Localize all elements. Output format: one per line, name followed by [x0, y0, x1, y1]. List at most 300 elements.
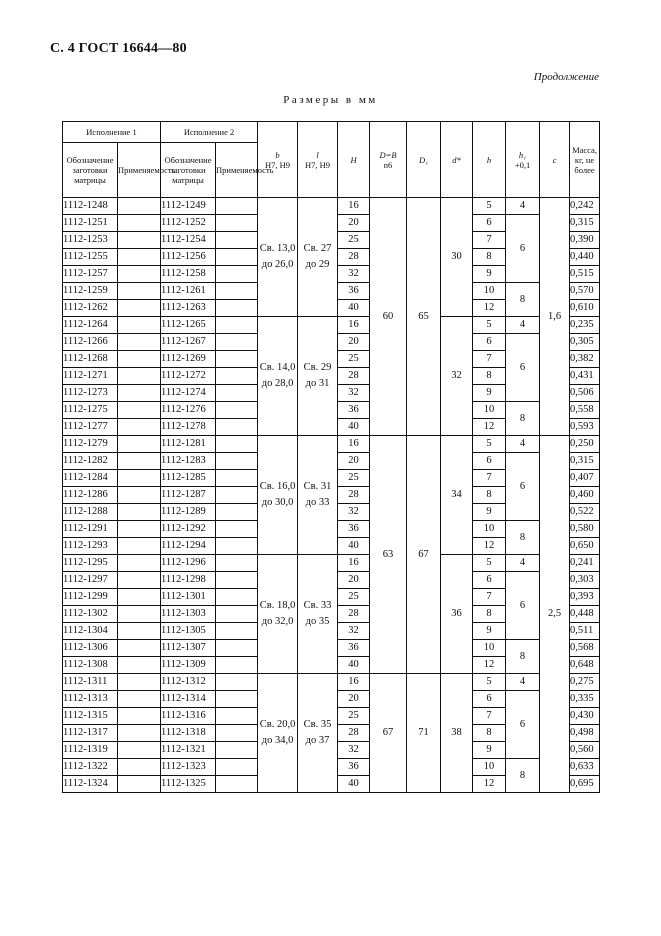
h1-value: 6 — [506, 572, 540, 640]
h-value: 7 — [473, 589, 506, 606]
mass-value: 0,506 — [570, 385, 600, 402]
b-range: Св. 18,0 до 32,0 — [258, 555, 298, 674]
mass-value: 0,431 — [570, 368, 600, 385]
H-value: 20 — [338, 691, 370, 708]
code-ispolnenie-2: 1112-1294 — [161, 538, 216, 555]
H-value: 16 — [338, 317, 370, 334]
h1-value: 6 — [506, 453, 540, 521]
table-title: Размеры в мм — [283, 94, 378, 106]
primenyaemost-2 — [216, 606, 258, 623]
primenyaemost-2 — [216, 572, 258, 589]
mass-value: 0,610 — [570, 300, 600, 317]
h-value: 8 — [473, 606, 506, 623]
code-ispolnenie-2: 1112-1292 — [161, 521, 216, 538]
code-ispolnenie-1: 1112-1308 — [63, 657, 118, 674]
code-ispolnenie-1: 1112-1306 — [63, 640, 118, 657]
mass-value: 0,560 — [570, 742, 600, 759]
l-range: Св. 29 до 31 — [298, 317, 338, 436]
h1-value: 4 — [506, 555, 540, 572]
code-ispolnenie-2: 1112-1269 — [161, 351, 216, 368]
H-value: 25 — [338, 232, 370, 249]
primenyaemost-1 — [118, 538, 161, 555]
primenyaemost-2 — [216, 521, 258, 538]
h-value: 8 — [473, 487, 506, 504]
code-ispolnenie-2: 1112-1258 — [161, 266, 216, 283]
h-value: 5 — [473, 674, 506, 691]
D1-value: 67 — [407, 436, 441, 674]
h-value: 6 — [473, 453, 506, 470]
primenyaemost-1 — [118, 521, 161, 538]
mass-value: 0,305 — [570, 334, 600, 351]
code-ispolnenie-1: 1112-1319 — [63, 742, 118, 759]
dimensions-table — [62, 121, 600, 793]
mass-value: 0,515 — [570, 266, 600, 283]
code-ispolnenie-2: 1112-1274 — [161, 385, 216, 402]
H-value: 28 — [338, 487, 370, 504]
H-value: 16 — [338, 674, 370, 691]
code-ispolnenie-2: 1112-1289 — [161, 504, 216, 521]
code-ispolnenie-1: 1112-1313 — [63, 691, 118, 708]
h-value: 12 — [473, 657, 506, 674]
H-value: 20 — [338, 334, 370, 351]
code-ispolnenie-1: 1112-1324 — [63, 776, 118, 793]
code-ispolnenie-1: 1112-1311 — [63, 674, 118, 691]
mass-value: 0,275 — [570, 674, 600, 691]
primenyaemost-1 — [118, 640, 161, 657]
header-b-tolerance: Н7, Н9 — [265, 159, 291, 170]
code-ispolnenie-2: 1112-1321 — [161, 742, 216, 759]
primenyaemost-1 — [118, 606, 161, 623]
h-value: 6 — [473, 215, 506, 232]
continuation-label: Продолжение — [533, 71, 599, 83]
primenyaemost-2 — [216, 691, 258, 708]
primenyaemost-2 — [216, 742, 258, 759]
d-value: 34 — [441, 436, 473, 555]
code-ispolnenie-2: 1112-1256 — [161, 249, 216, 266]
code-ispolnenie-1: 1112-1304 — [63, 623, 118, 640]
h1-value: 8 — [506, 521, 540, 555]
mass-value: 0,568 — [570, 640, 600, 657]
D-value: 63 — [370, 436, 407, 674]
primenyaemost-2 — [216, 555, 258, 572]
mass-value: 0,650 — [570, 538, 600, 555]
code-ispolnenie-1: 1112-1275 — [63, 402, 118, 419]
H-value: 28 — [338, 249, 370, 266]
primenyaemost-2 — [216, 215, 258, 232]
mass-value: 0,695 — [570, 776, 600, 793]
mass-value: 0,335 — [570, 691, 600, 708]
code-ispolnenie-2: 1112-1325 — [161, 776, 216, 793]
header-mass: Масса, кг, не более — [570, 122, 600, 198]
code-ispolnenie-1: 1112-1284 — [63, 470, 118, 487]
primenyaemost-1 — [118, 776, 161, 793]
code-ispolnenie-1: 1112-1257 — [63, 266, 118, 283]
primenyaemost-1 — [118, 589, 161, 606]
code-ispolnenie-2: 1112-1252 — [161, 215, 216, 232]
primenyaemost-1 — [118, 249, 161, 266]
H-value: 28 — [338, 606, 370, 623]
header-d: d* — [441, 122, 473, 198]
code-ispolnenie-1: 1112-1315 — [63, 708, 118, 725]
primenyaemost-2 — [216, 674, 258, 691]
header-ispolnenie-1: Исполнение 1 — [63, 122, 161, 143]
header-oboznachenie-2: Обозначение заготовки матрицы — [161, 143, 216, 198]
code-ispolnenie-2: 1112-1312 — [161, 674, 216, 691]
code-ispolnenie-1: 1112-1317 — [63, 725, 118, 742]
mass-value: 0,511 — [570, 623, 600, 640]
table-row — [63, 674, 600, 691]
primenyaemost-1 — [118, 385, 161, 402]
primenyaemost-2 — [216, 198, 258, 215]
code-ispolnenie-2: 1112-1287 — [161, 487, 216, 504]
code-ispolnenie-1: 1112-1266 — [63, 334, 118, 351]
header-primenyaemost-2: Применяемость — [216, 143, 258, 198]
mass-value: 0,633 — [570, 759, 600, 776]
b-range: Св. 14,0 до 28,0 — [258, 317, 298, 436]
primenyaemost-2 — [216, 725, 258, 742]
primenyaemost-2 — [216, 368, 258, 385]
code-ispolnenie-1: 1112-1273 — [63, 385, 118, 402]
code-ispolnenie-1: 1112-1291 — [63, 521, 118, 538]
header-l-tolerance: Н7, Н9 — [305, 159, 331, 170]
h-value: 7 — [473, 470, 506, 487]
header-D1: D₁ — [407, 122, 441, 198]
primenyaemost-1 — [118, 555, 161, 572]
H-value: 36 — [338, 402, 370, 419]
primenyaemost-1 — [118, 623, 161, 640]
H-value: 25 — [338, 351, 370, 368]
header-c: c — [540, 122, 570, 198]
h1-value: 6 — [506, 215, 540, 283]
mass-value: 0,648 — [570, 657, 600, 674]
primenyaemost-2 — [216, 266, 258, 283]
H-value: 25 — [338, 708, 370, 725]
H-value: 32 — [338, 742, 370, 759]
b-range: Св. 16,0 до 30,0 — [258, 436, 298, 555]
mass-value: 0,498 — [570, 725, 600, 742]
code-ispolnenie-2: 1112-1272 — [161, 368, 216, 385]
mass-value: 0,303 — [570, 572, 600, 589]
code-ispolnenie-2: 1112-1249 — [161, 198, 216, 215]
H-value: 16 — [338, 555, 370, 572]
l-range: Св. 33 до 35 — [298, 555, 338, 674]
code-ispolnenie-1: 1112-1271 — [63, 368, 118, 385]
mass-value: 0,407 — [570, 470, 600, 487]
code-ispolnenie-2: 1112-1278 — [161, 419, 216, 436]
h-value: 8 — [473, 249, 506, 266]
h-value: 10 — [473, 640, 506, 657]
mass-value: 0,580 — [570, 521, 600, 538]
mass-value: 0,460 — [570, 487, 600, 504]
primenyaemost-2 — [216, 283, 258, 300]
h-value: 9 — [473, 742, 506, 759]
h-value: 5 — [473, 555, 506, 572]
primenyaemost-2 — [216, 776, 258, 793]
primenyaemost-2 — [216, 538, 258, 555]
code-ispolnenie-2: 1112-1254 — [161, 232, 216, 249]
h-value: 9 — [473, 385, 506, 402]
h-value: 9 — [473, 266, 506, 283]
mass-value: 0,235 — [570, 317, 600, 334]
primenyaemost-2 — [216, 470, 258, 487]
h-value: 5 — [473, 198, 506, 215]
primenyaemost-2 — [216, 249, 258, 266]
primenyaemost-1 — [118, 215, 161, 232]
d-value: 30 — [441, 198, 473, 317]
c-value: 1,6 — [540, 198, 570, 436]
code-ispolnenie-2: 1112-1305 — [161, 623, 216, 640]
primenyaemost-1 — [118, 657, 161, 674]
h1-value: 8 — [506, 640, 540, 674]
primenyaemost-1 — [118, 334, 161, 351]
h-value: 10 — [473, 759, 506, 776]
primenyaemost-1 — [118, 572, 161, 589]
H-value: 32 — [338, 504, 370, 521]
H-value: 40 — [338, 300, 370, 317]
h1-value: 4 — [506, 198, 540, 215]
H-value: 28 — [338, 725, 370, 742]
code-ispolnenie-1: 1112-1299 — [63, 589, 118, 606]
mass-value: 0,241 — [570, 555, 600, 572]
code-ispolnenie-2: 1112-1307 — [161, 640, 216, 657]
code-ispolnenie-2: 1112-1301 — [161, 589, 216, 606]
primenyaemost-1 — [118, 470, 161, 487]
code-ispolnenie-2: 1112-1285 — [161, 470, 216, 487]
h1-value: 8 — [506, 402, 540, 436]
H-value: 36 — [338, 283, 370, 300]
primenyaemost-2 — [216, 300, 258, 317]
H-value: 40 — [338, 776, 370, 793]
code-ispolnenie-2: 1112-1276 — [161, 402, 216, 419]
H-value: 25 — [338, 470, 370, 487]
h-value: 10 — [473, 521, 506, 538]
h-value: 12 — [473, 538, 506, 555]
primenyaemost-1 — [118, 317, 161, 334]
h-value: 5 — [473, 317, 506, 334]
primenyaemost-1 — [118, 708, 161, 725]
H-value: 20 — [338, 215, 370, 232]
primenyaemost-2 — [216, 657, 258, 674]
header-h1-tolerance: +0,1 — [514, 159, 531, 170]
primenyaemost-1 — [118, 725, 161, 742]
mass-value: 0,393 — [570, 589, 600, 606]
code-ispolnenie-1: 1112-1253 — [63, 232, 118, 249]
header-h1-symbol: h₁ — [518, 149, 527, 160]
H-value: 40 — [338, 657, 370, 674]
code-ispolnenie-1: 1112-1286 — [63, 487, 118, 504]
primenyaemost-2 — [216, 232, 258, 249]
code-ispolnenie-2: 1112-1263 — [161, 300, 216, 317]
header-oboznachenie-1: Обозначение заготовки матрицы — [63, 143, 118, 198]
header-l-symbol: l — [316, 149, 319, 160]
page-header: С. 4 ГОСТ 16644—80 — [50, 41, 187, 56]
header-h: h — [473, 122, 506, 198]
header-D-tolerance: n6 — [383, 159, 393, 170]
H-value: 32 — [338, 385, 370, 402]
mass-value: 0,242 — [570, 198, 600, 215]
code-ispolnenie-1: 1112-1322 — [63, 759, 118, 776]
code-ispolnenie-1: 1112-1302 — [63, 606, 118, 623]
code-ispolnenie-1: 1112-1251 — [63, 215, 118, 232]
header-ispolnenie-2: Исполнение 2 — [161, 122, 258, 143]
h-value: 12 — [473, 776, 506, 793]
l-range: Св. 31 до 33 — [298, 436, 338, 555]
h1-value: 4 — [506, 674, 540, 691]
code-ispolnenie-2: 1112-1281 — [161, 436, 216, 453]
primenyaemost-2 — [216, 487, 258, 504]
H-value: 36 — [338, 759, 370, 776]
code-ispolnenie-1: 1112-1259 — [63, 283, 118, 300]
b-range: Св. 20,0 до 34,0 — [258, 674, 298, 793]
code-ispolnenie-1: 1112-1295 — [63, 555, 118, 572]
mass-value: 0,315 — [570, 453, 600, 470]
D1-value: 71 — [407, 674, 441, 793]
code-ispolnenie-1: 1112-1282 — [63, 453, 118, 470]
primenyaemost-1 — [118, 419, 161, 436]
header-h1 — [506, 122, 540, 198]
primenyaemost-1 — [118, 402, 161, 419]
H-value: 16 — [338, 198, 370, 215]
code-ispolnenie-1: 1112-1264 — [63, 317, 118, 334]
code-ispolnenie-1: 1112-1268 — [63, 351, 118, 368]
code-ispolnenie-1: 1112-1255 — [63, 249, 118, 266]
mass-value: 0,558 — [570, 402, 600, 419]
header-l — [298, 122, 338, 198]
l-range: Св. 35 до 37 — [298, 674, 338, 793]
h-value: 8 — [473, 368, 506, 385]
H-value: 32 — [338, 623, 370, 640]
mass-value: 0,315 — [570, 215, 600, 232]
H-value: 32 — [338, 266, 370, 283]
h1-value: 8 — [506, 759, 540, 793]
mass-value: 0,593 — [570, 419, 600, 436]
mass-value: 0,570 — [570, 283, 600, 300]
primenyaemost-2 — [216, 640, 258, 657]
code-ispolnenie-2: 1112-1296 — [161, 555, 216, 572]
primenyaemost-2 — [216, 317, 258, 334]
code-ispolnenie-2: 1112-1303 — [161, 606, 216, 623]
mass-value: 0,382 — [570, 351, 600, 368]
code-ispolnenie-2: 1112-1316 — [161, 708, 216, 725]
primenyaemost-2 — [216, 436, 258, 453]
primenyaemost-2 — [216, 708, 258, 725]
table-body — [63, 198, 600, 793]
h-value: 7 — [473, 708, 506, 725]
code-ispolnenie-2: 1112-1261 — [161, 283, 216, 300]
primenyaemost-1 — [118, 351, 161, 368]
primenyaemost-1 — [118, 691, 161, 708]
c-value: 2,5 — [540, 436, 570, 793]
code-ispolnenie-2: 1112-1318 — [161, 725, 216, 742]
primenyaemost-1 — [118, 487, 161, 504]
H-value: 20 — [338, 572, 370, 589]
primenyaemost-1 — [118, 453, 161, 470]
primenyaemost-2 — [216, 453, 258, 470]
h-value: 9 — [473, 504, 506, 521]
table-row — [63, 555, 600, 572]
primenyaemost-2 — [216, 385, 258, 402]
h-value: 10 — [473, 402, 506, 419]
D-value: 60 — [370, 198, 407, 436]
code-ispolnenie-2: 1112-1283 — [161, 453, 216, 470]
H-value: 20 — [338, 453, 370, 470]
primenyaemost-1 — [118, 232, 161, 249]
table-row — [63, 198, 600, 215]
h1-value: 6 — [506, 691, 540, 759]
mass-value: 0,448 — [570, 606, 600, 623]
h-value: 6 — [473, 572, 506, 589]
D1-value: 65 — [407, 198, 441, 436]
code-ispolnenie-2: 1112-1298 — [161, 572, 216, 589]
h-value: 10 — [473, 283, 506, 300]
h-value: 6 — [473, 691, 506, 708]
code-ispolnenie-1: 1112-1288 — [63, 504, 118, 521]
code-ispolnenie-1: 1112-1293 — [63, 538, 118, 555]
primenyaemost-1 — [118, 266, 161, 283]
code-ispolnenie-2: 1112-1309 — [161, 657, 216, 674]
h-value: 12 — [473, 300, 506, 317]
primenyaemost-2 — [216, 402, 258, 419]
code-ispolnenie-1: 1112-1248 — [63, 198, 118, 215]
H-value: 36 — [338, 521, 370, 538]
header-b-symbol: b — [275, 149, 280, 160]
code-ispolnenie-2: 1112-1314 — [161, 691, 216, 708]
header-D-symbol: D=B — [379, 149, 397, 160]
mass-value: 0,250 — [570, 436, 600, 453]
h-value: 8 — [473, 725, 506, 742]
header-H: H — [338, 122, 370, 198]
H-value: 25 — [338, 589, 370, 606]
H-value: 16 — [338, 436, 370, 453]
code-ispolnenie-2: 1112-1265 — [161, 317, 216, 334]
table-row — [63, 317, 600, 334]
D-value: 67 — [370, 674, 407, 793]
h-value: 12 — [473, 419, 506, 436]
primenyaemost-2 — [216, 589, 258, 606]
code-ispolnenie-1: 1112-1297 — [63, 572, 118, 589]
header-D — [370, 122, 407, 198]
h1-value: 4 — [506, 436, 540, 453]
table-row — [63, 436, 600, 453]
h-value: 5 — [473, 436, 506, 453]
mass-value: 0,390 — [570, 232, 600, 249]
l-range: Св. 27 до 29 — [298, 198, 338, 317]
code-ispolnenie-1: 1112-1279 — [63, 436, 118, 453]
h1-value: 4 — [506, 317, 540, 334]
header-primenyaemost-1: Применяемость — [118, 143, 161, 198]
primenyaemost-1 — [118, 283, 161, 300]
primenyaemost-1 — [118, 504, 161, 521]
mass-value: 0,440 — [570, 249, 600, 266]
h-value: 7 — [473, 232, 506, 249]
mass-value: 0,522 — [570, 504, 600, 521]
primenyaemost-1 — [118, 759, 161, 776]
primenyaemost-2 — [216, 504, 258, 521]
header-b — [258, 122, 298, 198]
code-ispolnenie-1: 1112-1262 — [63, 300, 118, 317]
mass-value: 0,430 — [570, 708, 600, 725]
h-value: 6 — [473, 334, 506, 351]
d-value: 32 — [441, 317, 473, 436]
h-value: 7 — [473, 351, 506, 368]
H-value: 40 — [338, 419, 370, 436]
h1-value: 6 — [506, 334, 540, 402]
b-range: Св. 13,0 до 26,0 — [258, 198, 298, 317]
primenyaemost-1 — [118, 300, 161, 317]
primenyaemost-1 — [118, 742, 161, 759]
h1-value: 8 — [506, 283, 540, 317]
primenyaemost-2 — [216, 623, 258, 640]
